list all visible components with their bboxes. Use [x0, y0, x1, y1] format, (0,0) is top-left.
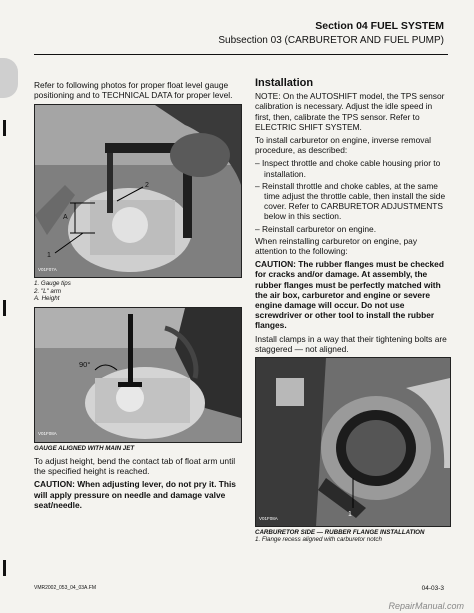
float-gauge-illustration [35, 105, 241, 277]
caption-title: CARBURETOR SIDE — RUBBER FLANGE INSTALLATION [255, 529, 425, 537]
left-column [34, 80, 242, 513]
caution-paragraph [34, 479, 242, 510]
binder-mark [3, 120, 6, 136]
procedure-step: – Inspect throttle and choke cable housing prior to installation. [255, 158, 441, 179]
figure-3-caption [255, 529, 449, 544]
clamps-paragraph: Install clamps in a way that their tightening bolts are staggered — not aligned. [255, 333, 447, 354]
caution-label: CAUTION: [255, 259, 296, 270]
header-rule [34, 54, 448, 55]
reinstall-paragraph: When reinstalling carburetor on engine, pay attention to the following: [255, 235, 418, 257]
rubber-flange-photo [255, 357, 451, 527]
gauge-main-jet-photo [34, 307, 242, 443]
rubber-flange-illustration [256, 358, 450, 526]
caution-text: When adjusting lever, do not pry it. This will apply pressure on needle and damage valve seat/needle. [34, 479, 236, 510]
procedure-step: – Reinstall carburetor on engine. [255, 223, 377, 234]
caption-line: 1. Gauge tips [34, 280, 71, 288]
figure-code: V01F08A [259, 515, 278, 521]
adjust-paragraph: To adjust height, bend the contact tab of float arm until the specified height is reached. [34, 456, 236, 477]
caution-paragraph [255, 259, 449, 330]
gauge-alignment-illustration [35, 308, 241, 442]
callout-1: 1 [47, 252, 51, 260]
procedure-step: – Reinstall throttle and choke cables, at the same time adjust the throttle cable, then install the side cover. Refer to CARBURETOR ADJUSTMENTS below in this section. [255, 180, 446, 222]
right-column [255, 78, 449, 548]
section-title: Section 04 FUEL SYSTEM [315, 20, 444, 32]
caption-line: A. Height [34, 295, 60, 303]
intro-paragraph: Refer to following photos for proper float level gauge positioning and to TECHNICAL DATA for proper level. [34, 80, 233, 101]
figure-code: V01F08A [38, 431, 57, 437]
binder-mark [3, 560, 6, 576]
watermark: RepairManual.com [388, 601, 464, 611]
float-gauge-photo [34, 104, 242, 278]
caution-label: CAUTION: [34, 479, 75, 490]
callout-a: A [63, 214, 68, 222]
angle-label: 90° [79, 359, 91, 369]
callout-1: 1 [348, 511, 352, 519]
caption-line: 2. "L" arm [34, 287, 62, 295]
installation-heading: Installation [255, 77, 314, 89]
subsection-title: Subsection 03 (CARBURETOR AND FUEL PUMP) [218, 35, 444, 46]
figure-2-caption: GAUGE ALIGNED WITH MAIN JET [34, 444, 135, 452]
figure-code: V01F07A [38, 267, 57, 273]
procedure-steps [255, 158, 449, 233]
footer-filename: VMR2002_053_04_03A.FM [34, 585, 96, 591]
caution-text: The rubber flanges must be checked for cracks and/or damage. At assembly, the rubber flanges must be perfectly matched with the air box, carburetor and engine or severe engine damage will occur. Do not use screwdriver or other tool to install the rubber flanges. [255, 259, 444, 331]
binder-mark [3, 300, 6, 316]
section-tab [0, 58, 18, 98]
page-number: 04-03-3 [421, 585, 444, 592]
callout-2: 2 [145, 182, 149, 190]
figure-1-caption [34, 280, 242, 302]
procedure-intro: To install carburetor on engine, inverse removal procedure, as described: [255, 135, 431, 156]
note-paragraph: NOTE: On the AUTOSHIFT model, the TPS sensor calibration is necessary. Adjust the idle speed in first, then, calibrate the TPS sensor. Refer to ELECTRIC SHIFT SYSTEM. [255, 91, 445, 132]
caption-line: 1. Flange recess aligned with carburetor notch [255, 536, 382, 544]
